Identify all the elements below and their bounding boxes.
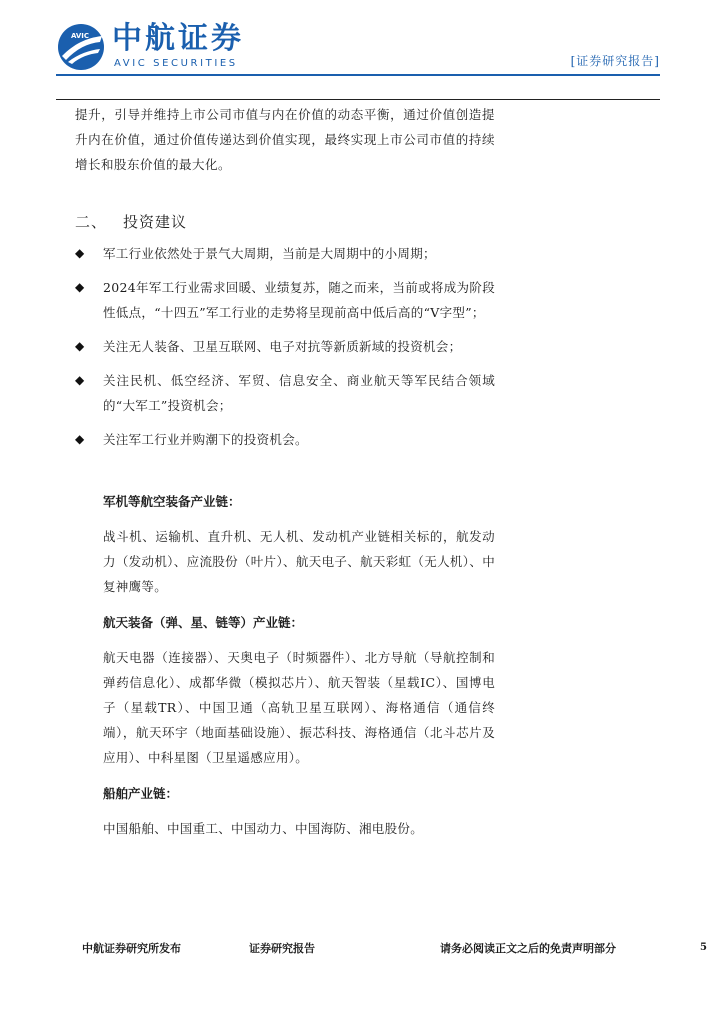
list-item: ◆ 军工行业依然处于景气大周期，当前是大周期中的小周期；: [75, 241, 495, 266]
chain-title-aerospace: 航天装备（弹、星、链等）产业链：: [103, 615, 304, 630]
page-footer: [0, 936, 724, 960]
chain-body-aviation: 战斗机、运输机、直升机、无人机、发动机产业链相关标的，航发动力（发动机）、应流股份（叶片）、航天电子、航天彩虹（无人机）、中复神鹰等。: [103, 529, 495, 594]
main-content: [75, 102, 495, 853]
report-type-tag: [证券研究报告]: [570, 54, 660, 68]
chain-body-shipbuilding: 中国船舶、中国重工、中国动力、中国海防、湘电股份。: [103, 821, 424, 836]
footer-disclaimer: 请务必阅读正文之后的免责声明部分: [440, 942, 616, 955]
list-item: ◆ 关注无人装备、卫星互联网、电子对抗等新质新域的投资机会；: [75, 334, 495, 359]
logo-wordmark-cn: 中航证券: [112, 21, 244, 56]
recommendation-list: [75, 241, 495, 452]
section-heading: [75, 211, 495, 233]
chain-title-aviation: 军机等航空装备产业链：: [103, 494, 241, 509]
diamond-bullet-icon: ◆: [75, 246, 85, 260]
page-header: [0, 0, 724, 100]
section-number: 二、: [75, 213, 108, 231]
list-item: ◆ 关注军工行业并购潮下的投资机会。: [75, 427, 495, 452]
header-rule-blue: [56, 74, 660, 76]
diamond-bullet-icon: ◆: [75, 339, 85, 353]
intro-paragraph: 提升，引导并维持上市公司市值与内在价值的动态平衡，通过价值创造提升内在价值，通过价值传递达到价值实现，最终实现上市公司市值的持续增长和股东价值的最大化。: [75, 107, 495, 172]
svg-text:AVIC: AVIC: [70, 32, 90, 40]
industry-chains: [103, 490, 495, 841]
chain-title-shipbuilding: 船舶产业链：: [103, 786, 179, 801]
diamond-bullet-icon: ◆: [75, 373, 85, 387]
page-number: 5: [700, 942, 707, 953]
diamond-bullet-icon: ◆: [75, 280, 85, 294]
diamond-bullet-icon: ◆: [75, 432, 85, 446]
avic-logo-icon: [56, 22, 106, 72]
header-rule: [56, 99, 660, 100]
footer-publisher: 中航证券研究所发布: [82, 942, 181, 955]
section-title: 投资建议: [123, 213, 188, 231]
list-item: ◆ 2024年军工行业需求回暖、业绩复苏，随之而来，当前或将成为阶段性低点，“十四五”军工行业的走势将呈现前高中低后高的“V字型”；: [75, 275, 495, 325]
footer-doc-type: 证券研究报告: [249, 942, 315, 955]
chain-body-aerospace: 航天电器（连接器）、天奥电子（时频器件）、北方导航（导航控制和弹药信息化）、成都华微（模拟芯片）、航天智装（星载IC）、国博电子（星载TR）、中国卫通（高轨卫星互联网）、海格通信（通信终端），航天环宇（地面基础设施）、振芯科技、海格通信（北斗芯片及应用）、中科星图（卫星遥感应用）。: [103, 650, 495, 765]
logo-wordmark-en: AVIC SECURITIES: [114, 58, 238, 69]
list-item: ◆ 关注民机、低空经济、军贸、信息安全、商业航天等军民结合领域的“大军工”投资机会；: [75, 368, 495, 418]
